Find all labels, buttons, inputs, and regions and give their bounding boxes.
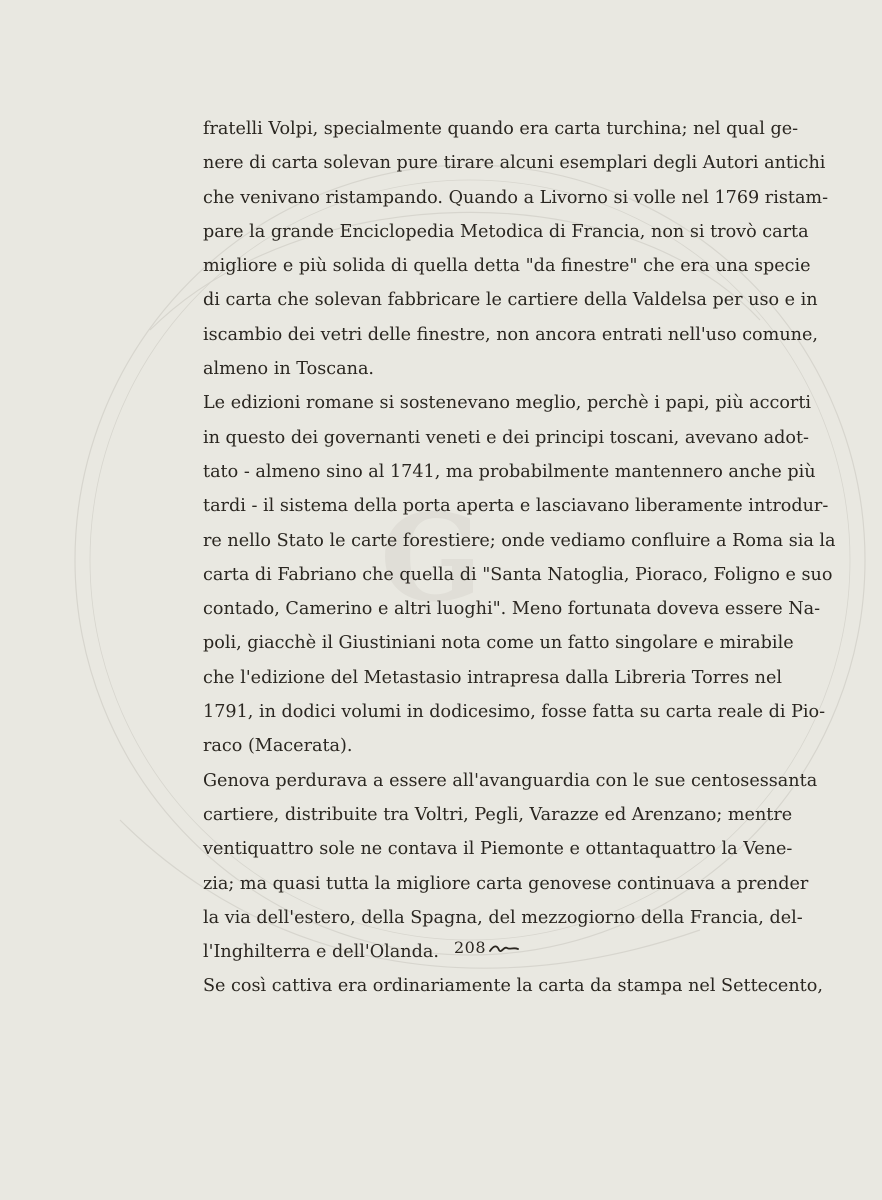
paragraph-2 [203, 386, 836, 763]
text-line: cartiere, distribuite tra Voltri, Pegli, Varazze ed Arenzano; mentre [203, 804, 793, 825]
svg-text:G: G [380, 488, 483, 629]
text-line: zia; ma quasi tutta la migliore carta genovese continuava a prender [203, 873, 809, 894]
text-line: che venivano ristampando. Quando a Livorno si volle nel 1769 ristam- [203, 187, 829, 208]
paragraph-1 [203, 112, 829, 386]
text-line: che l'edizione del Metastasio intrapresa dalla Libreria Torres nel [203, 667, 782, 688]
text-line: poli, giacchè il Giustiniani nota come un fatto singolare e mirabile [203, 633, 794, 654]
paragraph-4 [203, 969, 823, 1003]
text-line: Le edizioni romane si sostenevano meglio, perchè i papi, più accorti [203, 393, 812, 414]
text-line: nere di carta solevan pure tirare alcuni esemplari degli Autori antichi [203, 153, 826, 174]
text-line: tardi - il sistema della porta aperta e lasciavano liberamente introdur- [203, 496, 829, 517]
text-line: pare la grande Enciclopedia Metodica di Francia, non si trovò carta [203, 221, 809, 242]
text-line: di carta che solevan fabbricare le cartiere della Valdelsa per uso e in [203, 290, 818, 311]
text-line: 1791, in dodici volumi in dodicesimo, fosse fatta su carta reale di Pio- [203, 702, 826, 723]
text-line: Genova perdurava a essere all'avanguardia con le sue centosessanta [203, 770, 818, 791]
flourish-icon [489, 943, 519, 955]
text-line: la via dell'estero, della Spagna, del mezzogiorno della Francia, del- [203, 907, 803, 928]
text-line: iscambio dei vetri delle finestre, non ancora entrati nell'uso comune, [203, 324, 818, 345]
text-line: carta di Fabriano che quella di "Santa Natoglia, Pioraco, Foligno e suo [203, 564, 833, 585]
text-line: almeno in Toscana. [203, 359, 375, 380]
text-line: migliore e più solida di quella detta "da finestre" che era una specie [203, 256, 811, 277]
text-line: raco (Macerata). [203, 736, 353, 757]
page-body [203, 112, 836, 1004]
text-line: l'Inghilterra e dell'Olanda. [203, 942, 439, 963]
page-number-text: 208 [454, 938, 487, 957]
text-line: Se così cattiva era ordinariamente la carta da stampa nel Settecento, [203, 976, 823, 997]
text-line: tato - almeno sino al 1741, ma probabilmente mantennero anche più [203, 461, 816, 482]
text-line: contado, Camerino e altri luoghi". Meno fortunata doveva essere Na- [203, 599, 821, 620]
page-number [454, 936, 519, 960]
text-line: ventiquattro sole ne contava il Piemonte e ottantaquattro la Vene- [203, 839, 793, 860]
text-line: in questo dei governanti veneti e dei principi toscani, avevano adot- [203, 427, 809, 448]
text-line: re nello Stato le carte forestiere; onde vediamo confluire a Roma sia la [203, 530, 836, 551]
text-line: fratelli Volpi, specialmente quando era carta turchina; nel qual ge- [203, 119, 799, 139]
